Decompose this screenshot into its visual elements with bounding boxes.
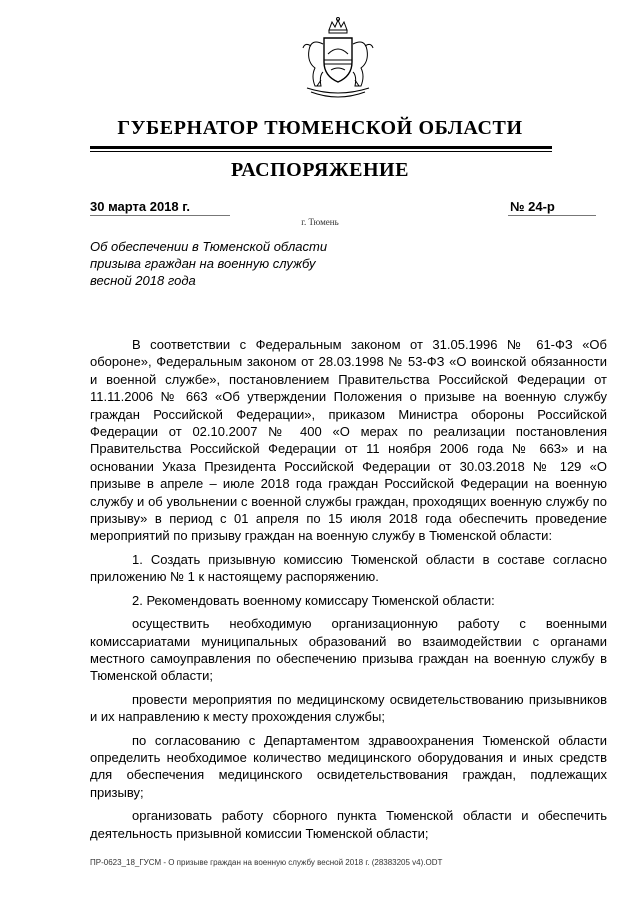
body-paragraph-subitem: провести мероприятия по медицинскому освидетельствованию призывников и их направлению к месту прохождения службы; bbox=[90, 691, 607, 725]
body-paragraph-subitem: по согласованию с Департаментом здравоохранения Тюменской области определить необходимое количество медицинского оборудования и иных средств для обеспечения медицинского освидетельствования граждан, подлежащих призыву; bbox=[90, 732, 607, 800]
body-paragraph-subitem: осуществить необходимую организационную работу с военными комиссариатами муниципальных образований во взаимодействии с органами местного самоуправления по обеспечению призыва граждан на военную службу в Тюменской области; bbox=[90, 616, 607, 684]
coat-of-arms-emblem-icon bbox=[293, 16, 383, 106]
body-paragraph-item-1: 1. Создать призывную комиссию Тюменской области в составе согласно приложению № 1 к настоящему распоряжению. bbox=[90, 551, 607, 585]
document-body bbox=[90, 336, 607, 848]
body-paragraph-preamble: В соответствии с Федеральным законом от 31.05.1996 № 61-ФЗ «Об обороне», Федеральным законом от 28.03.1998 № 53-ФЗ «О воинской обязанности и военной службе», постановлением Правительства Российской Федерации от 11.11.2006 № 663 «Об утверждении Положения о призыве на военную службу граждан Российской Федерации», приказом Министра обороны Российской Федерации от 02.10.2007 № 400 «О мерах по реализации постановления Правительства Российской Федерации от 11 ноября 2006 года № 663» и на основании Указа Президента Российской Федерации от 30.03.2018 № 129 «О призыве в апреле – июле 2018 года граждан Российской Федерации на военную службу и об увольнении с военной службы граждан, проходящих военную службу по призыву» в период с 01 апреля по 15 июля 2018 года обеспечить проведение мероприятий по призыву граждан на военную службу в Тюменской области: bbox=[90, 337, 607, 544]
document-number: № 24-р bbox=[510, 199, 555, 214]
document-city: г. Тюмень bbox=[301, 217, 339, 227]
document-date: 30 марта 2018 г. bbox=[90, 199, 190, 214]
number-underline bbox=[508, 215, 596, 216]
date-underline bbox=[90, 215, 230, 216]
header-divider-thick bbox=[90, 146, 552, 149]
document-footer-filename: ПР-0623_18_ГУСМ - О призыве граждан на военную службу весной 2018 г. (28383205 v4).ODT bbox=[90, 858, 443, 867]
body-paragraph-item-2: 2. Рекомендовать военному комиссару Тюменской области: bbox=[132, 592, 495, 608]
document-type-title: РАСПОРЯЖЕНИЕ bbox=[231, 159, 409, 181]
issuer-title: ГУБЕРНАТОР ТЮМЕНСКОЙ ОБЛАСТИ bbox=[117, 117, 523, 139]
document-subject: Об обеспечении в Тюменской области призыва граждан на военную службу весной 2018 года bbox=[90, 239, 328, 288]
header-divider-thin bbox=[90, 151, 552, 152]
body-paragraph-subitem: организовать работу сборного пункта Тюменской области и обеспечить деятельность призывной комиссии Тюменской области; bbox=[90, 808, 607, 841]
